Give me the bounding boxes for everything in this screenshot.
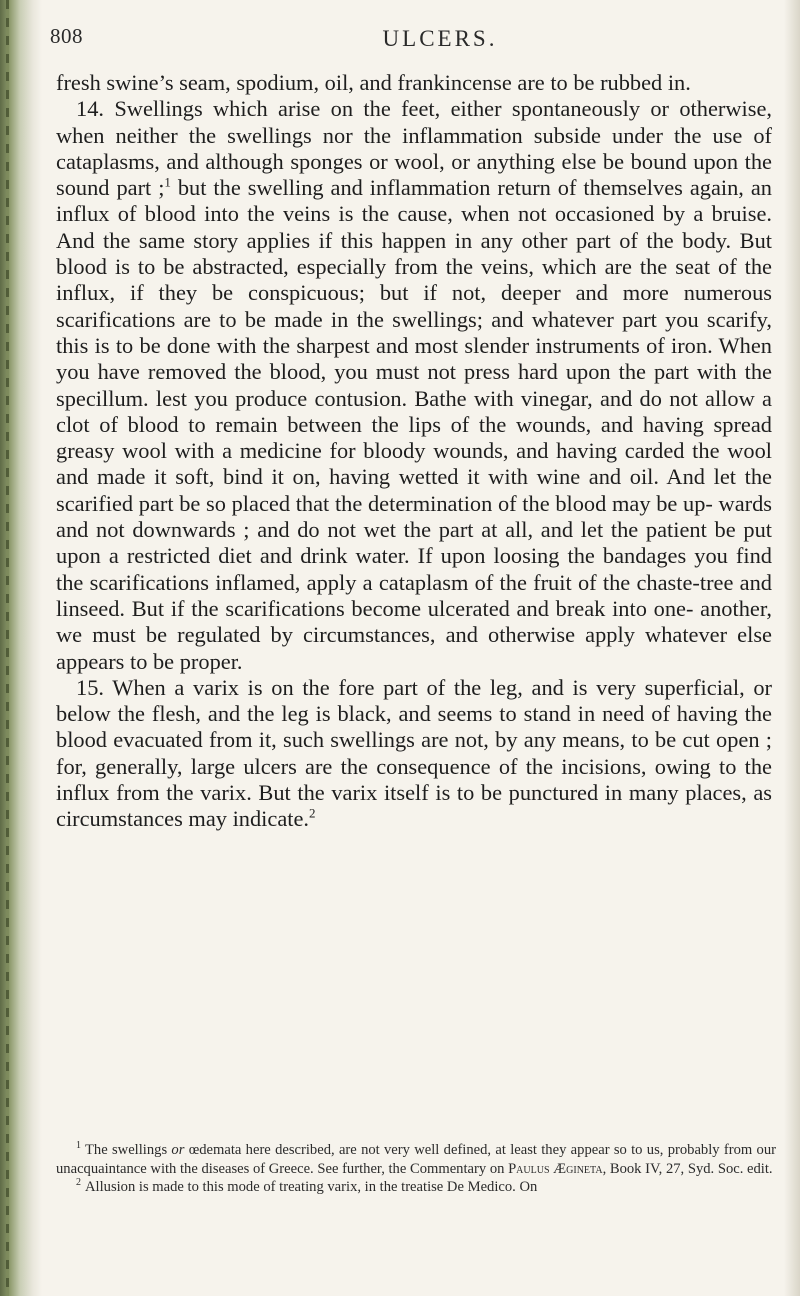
- footnote-reference-2: 2: [309, 805, 316, 821]
- footnote-text: œdemata here described, are not very well defined, at least they appear so to us, probably from our unacquaintance with the diseases of Greece. See further, the Commentary on: [56, 1142, 776, 1177]
- paragraph-text: 14. Swellings which arise on the feet, either spontaneously or otherwise, when neither the swellings nor the inflammation subside under the use of cataplasms, and although sponges or wool, or anything else be bound upon the sound part ;: [56, 96, 772, 201]
- footnotes: [56, 1141, 776, 1197]
- book-binding-edge: [0, 0, 42, 1296]
- paragraph-text: 15. When a varix is on the fore part of the leg, and is very superficial, or below the flesh, and the leg is black, and seems to stand in need of having the blood evacuated from it, such swellings are not, by any means, to be cut open ; for, generally, large ulcers are the consequence of the incisions, owing to the influx from the varix. But the varix itself is to be punctured in many places, as circumstances may indicate.: [56, 674, 772, 832]
- footnote-text: Allusion is made to this mode of treating varix, in the treatise De Medico. On: [85, 1179, 538, 1196]
- footnote-text: , Book IV, 27, Syd. Soc. edit.: [602, 1160, 773, 1177]
- footnote-author: Paulus Ægineta: [508, 1160, 603, 1177]
- footnote-mark: 2: [76, 1177, 81, 1189]
- paragraph-text: but the swelling and inflammation return of themselves again, an influx of blood into the veins is the cause, when not occasioned by a bruise. And the same story applies if this happen in any other part of the body. But blood is to be abstracted, especially from the veins, which are the seat of the influx, if they be conspicuous; but if not, deeper and more numerous scarifications are to be made in the swellings; and whatever part you scarify, this is to be done with the sharpest and most slender instruments of iron. When you have removed the blood, you must not press hard upon the part with the specillum. lest you produce contusion. Bathe with vinegar, and do not allow a clot of blood to remain between the lips of the wounds, and having spread greasy wool with a medicine for bloody wounds, and having carded the wool and made it soft, bind it on, having wetted it with wine and oil. And let the scarified part be so placed that the determination of the blood may be up- wards and not downwards ; and do not wet the part at all, and let the patient be put upon a restricted diet and drink water. If upon loosing the bandages you find the scarifications inflamed, apply a cataplasm of the fruit of the chaste-tree and linseed. But if the scarifications become ulcerated and break into one- another, we must be regulated by circumstances, and otherwise apply whatever else appears to be proper.: [56, 175, 772, 674]
- paragraph-text: fresh swine’s seam, spodium, oil, and frankincense are to be rubbed in.: [56, 70, 691, 95]
- page-edge-shadow: [784, 0, 800, 1296]
- footnote-reference-1: 1: [164, 174, 171, 190]
- paragraph-continuation: [56, 70, 772, 96]
- footnote-1: [56, 1141, 776, 1178]
- paragraph-14: [56, 96, 772, 675]
- footnote-mark: 1: [76, 1140, 81, 1152]
- footnote-text-italic: or: [171, 1142, 185, 1158]
- running-title: ULCERS.: [382, 26, 498, 51]
- footnote-text: The swellings: [85, 1142, 172, 1158]
- paragraph-15: [56, 675, 772, 833]
- main-text: [56, 70, 772, 833]
- running-head: [0, 18, 800, 58]
- footnote-2: [56, 1178, 776, 1197]
- page-number: 808: [50, 24, 83, 48]
